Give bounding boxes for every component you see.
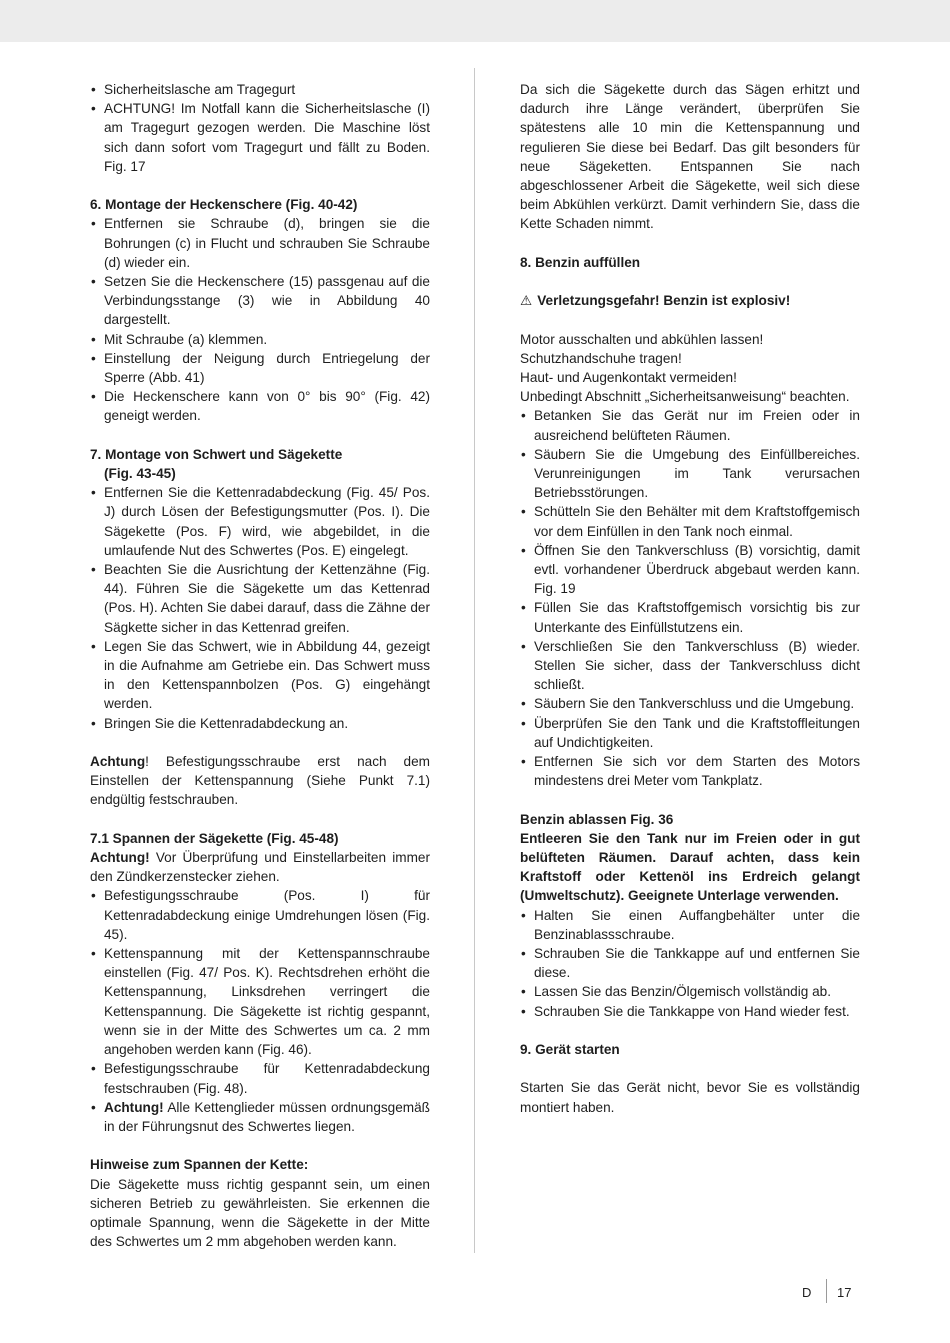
list-item: • Entfernen Sie die Kettenradabdeckung (Fig. 45/ Pos. J) durch Lösen der Befestigungsmutter (Pos. I). Die Sägekette (Pos. F) wird, wie abgebildet, in die umlaufende Nut des Schwertes (Pos. E) eingelegt. (90, 483, 430, 560)
page-number: 17 (837, 1285, 852, 1300)
list-item: • Lassen Sie das Benzin/Ölgemisch vollständig ab. (520, 982, 860, 1001)
section-8-list (520, 406, 860, 790)
section-7-list (90, 483, 430, 733)
attention-text: ! Befestigungsschraube erst nach dem Einstellen der Kettenspannung (Siehe Punkt 7.1) endgültig festschrauben. (90, 754, 430, 808)
list-item: • Bringen Sie die Kettenradabdeckung an. (90, 714, 430, 733)
list-item: • Öffnen Sie den Tankverschluss (B) vorsichtig, damit evtl. vorhandener Überdruck abgebaut werden kann. Fig. 19 (520, 541, 860, 599)
list-item: • Schrauben Sie die Tankkappe von Hand wieder fest. (520, 1002, 860, 1021)
list-item: • Sicherheitslasche am Tragegurt (90, 80, 430, 99)
list-item: • Schütteln Sie den Behälter mit dem Kraftstoffgemisch vor dem Einfüllen in den Tank noch einmal. (520, 502, 860, 540)
section-7-1-heading: 7.1 Spannen der Sägekette (Fig. 45-48) (90, 830, 339, 846)
instruction-line: Motor ausschalten und abkühlen lassen! (520, 331, 764, 347)
intro-list (90, 80, 430, 176)
warning-line (520, 291, 860, 310)
footer-separator (826, 1279, 827, 1303)
section-6-list (90, 214, 430, 425)
section-7-heading-figs: (Fig. 43-45) (104, 466, 176, 482)
list-item: • Verschließen Sie den Tankverschluss (B) wieder. Stellen Sie sicher, dass der Tankverschluss dicht schließt. (520, 637, 860, 695)
instruction-line: Unbedingt Abschnitt „Sicherheitsanweisung“ beachten. (520, 389, 850, 405)
warning-text: Verletzungsgefahr! Benzin ist explosiv! (537, 293, 791, 309)
warning-triangle-icon: ⚠ (520, 293, 533, 309)
section-8-heading: 8. Benzin auffüllen (520, 254, 641, 270)
list-item: • Mit Schraube (a) klemmen. (90, 330, 430, 349)
attention-label: Achtung! (90, 850, 150, 866)
list-item: • Entfernen sie Schraube (d), bringen sie die Bohrungen (c) in Flucht und schrauben Sie Schraube (d) wieder ein. (90, 214, 430, 272)
hints-text: Die Sägekette muss richtig gespannt sein, um einen sicheren Betrieb zu gewährleisten. Sie erkennen die optimale Spannung, wenn die Sägekette in der Mitte des Schwertes um 2 mm abgehoben werden kann. (90, 1176, 430, 1250)
list-item: • Halten Sie einen Auffangbehälter unter die Benzinablassschraube. (520, 906, 860, 944)
list-item: • Setzen Sie die Heckenschere (15) passgenau auf die Verbindungsstange (3) wie in Abbildung 40 dargestellt. (90, 272, 430, 330)
list-item: • Kettenspannung mit der Kettenspannschraube einstellen (Fig. 47/ Pos. K). Rechtsdrehen erhöht die Kettenspannung, Linksdrehen verringert die Kettenspannung. Die Sägekette ist richtig gespannt, wenn sie in der Mitte des Schwertes um ca. 2 mm angehoben werden kann (Fig. 46). (90, 944, 430, 1059)
list-item: • Die Heckenschere kann von 0° bis 90° (Fig. 42) geneigt werden. (90, 387, 430, 425)
section-9-text: Starten Sie das Gerät nicht, bevor Sie es vollständig montiert haben. (520, 1080, 860, 1115)
hints-heading: Hinweise zum Spannen der Kette: (90, 1157, 309, 1173)
list-item: • Betanken Sie das Gerät nur im Freien oder in ausreichend belüfteten Räumen. (520, 406, 860, 444)
attention-text: Vor Überprüfung und Einstellarbeiten immer den Zündkerzenstecker ziehen. (90, 850, 430, 885)
section-7-heading: 7. Montage von Schwert und Sägekette (90, 446, 343, 462)
section-9-heading: 9. Gerät starten (520, 1042, 620, 1058)
list-item: • Überprüfen Sie den Tank und die Kraftstoffleitungen auf Undichtigkeiten. (520, 714, 860, 752)
instruction-line: Schutzhandschuhe tragen! (520, 350, 682, 366)
attention-label: Achtung! (104, 1099, 164, 1115)
attention-text: Alle Kettenglieder müssen ordnungsgemäß in der Führungsnut des Schwertes liegen. (104, 1099, 430, 1134)
list-item: • Beachten Sie die Ausrichtung der Kettenzähne (Fig. 44). Führen Sie die Sägekette um das Kettenrad (Pos. H). Achten Sie dabei darauf, dass die Zähne der Sägkette sicher in das Kettenrad greifen. (90, 560, 430, 637)
chain-intro-text: Da sich die Sägekette durch das Sägen erhitzt und dadurch ihre Länge verändert, überprüfen Sie spätestens alle 10 min die Kettenspannung und regulieren Sie diese bei Bedarf. Das gilt besonders für neue Sägeketten. Entspannen Sie nach abgeschlossener Arbeit die Sägekette, weil sich diese beim Abkühlen verkürzt. Damit verhindern Sie, dass die Kette Schaden nimmt. (520, 82, 860, 232)
right-column (520, 80, 860, 1117)
list-item (90, 1098, 430, 1136)
list-item: • Säubern Sie die Umgebung des Einfüllbereiches. Verunreinigungen im Tank verursachen Betriebsstörungen. (520, 445, 860, 503)
list-item: • Einstellung der Neigung durch Entriegelung der Sperre (Abb. 41) (90, 349, 430, 387)
list-item: • Befestigungsschraube (Pos. I) für Kettenradabdeckung einige Umdrehungen lösen (Fig. 45). (90, 886, 430, 944)
drain-heading: Benzin ablassen Fig. 36 (520, 811, 674, 827)
attention-note-1 (90, 752, 430, 810)
header-band (0, 0, 950, 42)
list-item: • Füllen Sie das Kraftstoffgemisch vorsichtig bis zur Unterkante des Einfüllstutzens ein. (520, 598, 860, 636)
section-6-heading: 6. Montage der Heckenschere (Fig. 40-42) (90, 197, 358, 213)
column-divider (474, 68, 475, 1253)
attention-label: Achtung (90, 754, 146, 770)
attention-note-2 (90, 848, 430, 886)
list-item: • Befestigungsschraube für Kettenradabdeckung festschrauben (Fig. 48). (90, 1059, 430, 1097)
list-item: • Entfernen Sie sich vor dem Starten des Motors mindestens drei Meter vom Tankplatz. (520, 752, 860, 790)
list-item: • ACHTUNG! Im Notfall kann die Sicherheitslasche (I) am Tragegurt gezogen werden. Die Maschine löst sich dann sofort vom Tragegurt und fällt zu Boden. Fig. 17 (90, 99, 430, 176)
footer-language: D (802, 1285, 812, 1300)
section-7-1-list (90, 886, 430, 1136)
list-item: • Legen Sie das Schwert, wie in Abbildung 44, gezeigt in die Aufnahme am Getriebe ein. Das Schwert muss in den Kettenspannbolzen (Pos. G) eingehängt werden. (90, 637, 430, 714)
instruction-line: Haut- und Augenkontakt vermeiden! (520, 370, 737, 385)
drain-warning: Entleeren Sie den Tank nur im Freien oder in gut belüfteten Räumen. Darauf achten, dass kein Kraftstoff oder Kettenöl ins Erdreich gelangt (Umweltschutz). Geeignete Unterlage verwenden. (520, 830, 860, 904)
drain-list (520, 906, 860, 1021)
list-item: • Schrauben Sie die Tankkappe auf und entfernen Sie diese. (520, 944, 860, 982)
left-column (90, 80, 430, 1251)
list-item: • Säubern Sie den Tankverschluss und die Umgebung. (520, 694, 860, 713)
